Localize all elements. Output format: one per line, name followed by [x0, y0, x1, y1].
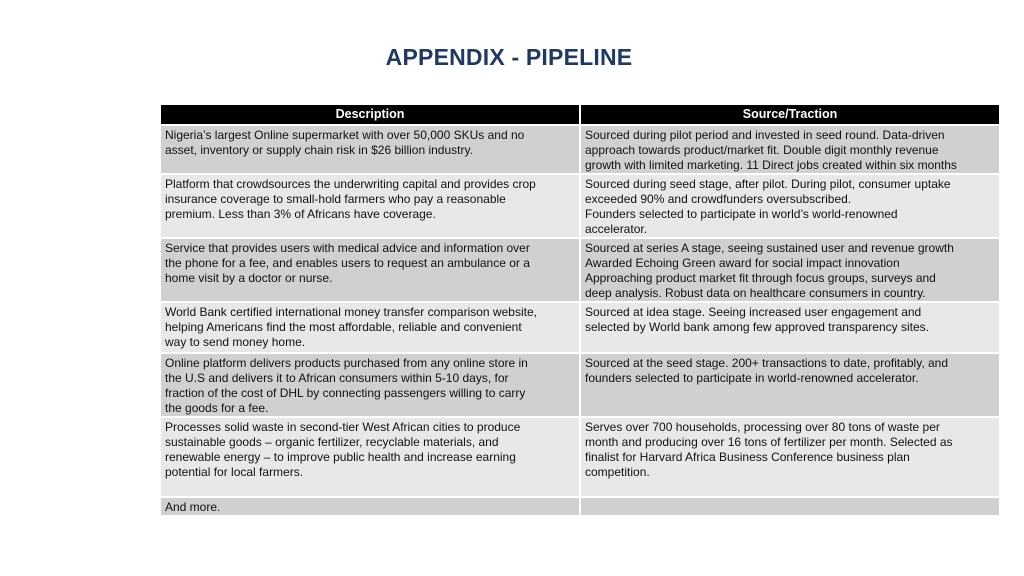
source-line: founders selected to participate in world-renowned accelerator. — [585, 371, 919, 385]
description-line: Nigeria’s largest Online supermarket with over 50,000 SKUs and no — [165, 128, 525, 142]
pipeline-table — [161, 105, 999, 515]
source-cell — [580, 497, 999, 515]
source-line: deep analysis. Robust data on healthcare consumers in country. — [585, 286, 926, 300]
source-line: approach towards product/market fit. Double digit monthly revenue — [585, 143, 939, 157]
source-cell — [580, 174, 999, 238]
description-line: insurance coverage to small-hold farmers who pay a reasonable — [165, 192, 506, 206]
description-line: the U.S and delivers it to African consumers within 5-10 days, for — [165, 371, 509, 385]
description-line: the goods for a fee. — [165, 401, 269, 415]
description-line: renewable energy – to improve public health and increase earning — [165, 450, 516, 464]
description-line: premium. Less than 3% of Africans have coverage. — [165, 207, 436, 221]
description-cell — [161, 174, 580, 238]
source-line: Sourced during seed stage, after pilot. During pilot, consumer uptake — [585, 177, 951, 191]
source-line: Sourced at idea stage. Seeing increased user engagement and — [585, 305, 922, 319]
source-line: finalist for Harvard Africa Business Conference business plan — [585, 450, 910, 464]
source-line: Sourced at series A stage, seeing sustained user and revenue growth — [585, 241, 954, 255]
source-cell — [580, 417, 999, 497]
source-line: selected by World bank among few approved transparency sites. — [585, 320, 929, 334]
source-cell — [580, 302, 999, 353]
description-line: asset, inventory or supply chain risk in $26 billion industry. — [165, 143, 473, 157]
table-row — [161, 417, 999, 497]
description-line: potential for local farmers. — [165, 465, 304, 479]
table-row — [161, 174, 999, 238]
description-line: way to send money home. — [165, 335, 306, 349]
description-cell — [161, 417, 580, 497]
description-line: Online platform delivers products purchased from any online store in — [165, 356, 528, 370]
description-cell — [161, 302, 580, 353]
source-line: competition. — [585, 465, 650, 479]
table-row — [161, 497, 999, 515]
table-row — [161, 238, 999, 302]
slide-title: APPENDIX - PIPELINE — [385, 44, 633, 70]
source-line: exceeded 90% and crowdfunders oversubscribed. — [585, 192, 852, 206]
description-line: Service that provides users with medical advice and information over — [165, 241, 530, 255]
description-line: home visit by a doctor or nurse. — [165, 271, 333, 285]
description-line: sustainable goods – organic fertilizer, recyclable materials, and — [165, 435, 499, 449]
description-line: World Bank certified international money transfer comparison website, — [165, 305, 537, 319]
description-cell — [161, 238, 580, 302]
header-source-traction: Source/Traction — [580, 105, 999, 125]
description-line: fraction of the cost of DHL by connecting passengers willing to carry — [165, 386, 526, 400]
table-row — [161, 302, 999, 353]
source-cell — [580, 125, 999, 174]
table-row — [161, 353, 999, 417]
table-row — [161, 125, 999, 174]
source-cell — [580, 238, 999, 302]
description-cell — [161, 125, 580, 174]
source-cell — [580, 353, 999, 417]
source-line: accelerator. — [585, 222, 648, 236]
source-line: month and producing over 16 tons of fertilizer per month. Selected as — [585, 435, 953, 449]
table-header-row — [161, 105, 999, 125]
description-line: helping Americans find the most affordable, reliable and convenient — [165, 320, 522, 334]
description-line: Platform that crowdsources the underwriting capital and provides crop — [165, 177, 536, 191]
description-cell — [161, 497, 580, 515]
source-line: growth with limited marketing. 11 Direct jobs created within six months — [585, 158, 957, 172]
source-line: Sourced during pilot period and invested in seed round. Data-driven — [585, 128, 945, 142]
description-line: And more. — [165, 500, 221, 514]
source-line: Founders selected to participate in world’s world-renowned — [585, 207, 898, 221]
source-line: Approaching product market fit through focus groups, surveys and — [585, 271, 936, 285]
description-line: the phone for a fee, and enables users to request an ambulance or a — [165, 256, 530, 270]
description-cell — [161, 353, 580, 417]
source-line: Serves over 700 households, processing over 80 tons of waste per — [585, 420, 940, 434]
source-line: Sourced at the seed stage. 200+ transactions to date, profitably, and — [585, 356, 949, 370]
source-line: Awarded Echoing Green award for social impact innovation — [585, 256, 900, 270]
description-line: Processes solid waste in second-tier West African cities to produce — [165, 420, 521, 434]
header-description: Description — [161, 105, 580, 125]
